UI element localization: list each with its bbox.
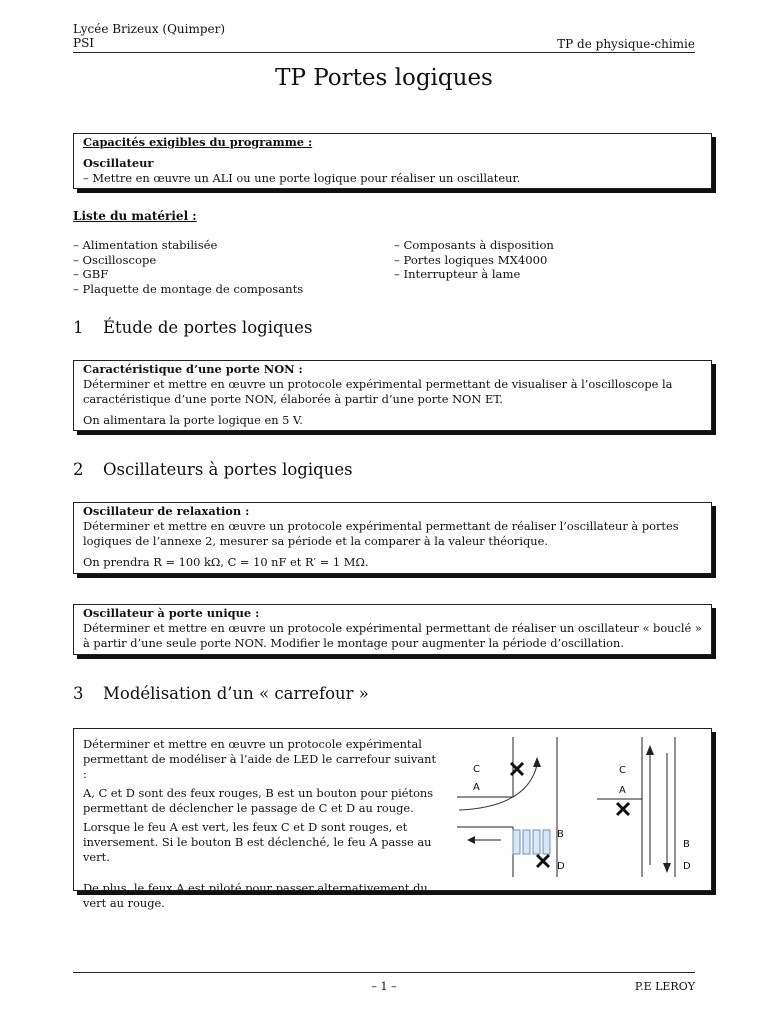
light-d-icon bbox=[537, 855, 549, 867]
school-name: Lycée Brizeux (Quimper) bbox=[73, 22, 226, 36]
section-title: Oscillateurs à portes logiques bbox=[103, 460, 353, 479]
label-c-right: C bbox=[619, 765, 626, 776]
label-c: C bbox=[473, 764, 480, 775]
course-name: TP de physique-chimie bbox=[557, 37, 695, 51]
section-number: 3 bbox=[73, 684, 84, 703]
porte-non-box bbox=[73, 360, 712, 431]
label-b: B bbox=[557, 829, 564, 840]
oscillateur-porte-unique-box bbox=[73, 604, 712, 655]
materiel-item: – Composants à disposition bbox=[394, 238, 554, 253]
materiel-list-right bbox=[394, 238, 554, 282]
section-title: Modélisation d’un « carrefour » bbox=[103, 684, 369, 703]
capacites-heading: Capacités exigibles du programme : bbox=[83, 135, 313, 149]
label-d-right: D bbox=[683, 861, 691, 872]
page-number: – 1 – bbox=[371, 980, 397, 993]
footer-rule bbox=[73, 972, 695, 973]
box-heading: Oscillateur de relaxation : bbox=[83, 504, 250, 518]
author: P.E LEROY bbox=[634, 980, 695, 993]
box-heading: Oscillateur à porte unique : bbox=[83, 606, 260, 620]
materiel-item: – Plaquette de montage de composants bbox=[73, 282, 303, 297]
section-number: 2 bbox=[73, 460, 84, 479]
label-d: D bbox=[557, 861, 565, 872]
header-rule bbox=[73, 52, 695, 53]
crosswalk bbox=[513, 830, 550, 854]
section-title: Étude de portes logiques bbox=[103, 318, 313, 337]
arrow-up-icon bbox=[646, 745, 654, 755]
carrefour-paragraph: De plus, le feux A est piloté pour passer alternativement du vert au rouge. bbox=[83, 881, 428, 910]
box-note: On alimentara la porte logique en 5 V. bbox=[83, 413, 303, 427]
carrefour-box bbox=[73, 728, 712, 910]
light-a-icon bbox=[617, 803, 629, 815]
materiel-item: – GBF bbox=[73, 267, 303, 282]
capacites-item: – Mettre en œuvre un ALI ou une porte logique pour réaliser un oscillateur. bbox=[83, 171, 521, 185]
section-1-heading bbox=[73, 318, 312, 338]
page-title: TP Portes logiques bbox=[275, 65, 493, 91]
section-number: 1 bbox=[73, 318, 84, 337]
materiel-heading: Liste du matériel : bbox=[73, 209, 197, 223]
carrefour-paragraph: A, C et D sont des feux rouges, B est un bouton pour piétons permettant de déclencher le passage de C et D au rouge. bbox=[83, 786, 434, 815]
arrow-down-icon bbox=[663, 863, 671, 873]
label-b-right: B bbox=[683, 839, 690, 850]
carrefour-diagram bbox=[457, 737, 702, 877]
capacites-subheading: Oscillateur bbox=[83, 156, 154, 170]
class-name: PSI bbox=[73, 36, 95, 50]
intersection-diagram bbox=[457, 737, 557, 877]
arrow-left-icon bbox=[467, 836, 475, 844]
materiel-item: – Portes logiques MX4000 bbox=[394, 253, 554, 268]
box-text: Déterminer et mettre en œuvre un protocole expérimental permettant de visualiser à l’oscilloscope la caractéristique d’une porte NON, élaborée à partir d’une porte NON ET. bbox=[83, 377, 673, 406]
oscillateur-relaxation-box bbox=[73, 502, 712, 574]
box-text: Déterminer et mettre en œuvre un protocole expérimental permettant de réaliser un oscillateur « bouclé » à partir d’une seule porte NON. Modifier le montage pour augmenter la période d’oscillation. bbox=[83, 621, 702, 650]
materiel-item: – Alimentation stabilisée bbox=[73, 238, 303, 253]
box-heading: Caractéristique d’une porte NON : bbox=[83, 362, 303, 376]
capacites-box bbox=[73, 133, 712, 189]
arrow-up-icon bbox=[533, 757, 541, 767]
box-text: Déterminer et mettre en œuvre un protocole expérimental permettant de réaliser l’oscillateur à portes logiques de l’annexe 2, mesurer sa période et la comparer à la valeur théorique. bbox=[83, 519, 679, 548]
section-2-heading bbox=[73, 460, 353, 480]
label-a: A bbox=[473, 782, 480, 793]
carrefour-paragraph: Déterminer et mettre en œuvre un protocole expérimental permettant de modéliser à l’aide de LED le carrefour suivant : bbox=[83, 737, 437, 781]
road-diagram bbox=[597, 737, 675, 877]
materiel-item: – Oscilloscope bbox=[73, 253, 303, 268]
box-note: On prendra R = 100 kΩ, C = 10 nF et R′ = 1 MΩ. bbox=[83, 555, 369, 569]
section-3-heading bbox=[73, 684, 369, 704]
materiel-item: – Interrupteur à lame bbox=[394, 267, 554, 282]
label-a-right: A bbox=[619, 785, 626, 796]
header-left bbox=[73, 22, 225, 50]
materiel-list-left bbox=[73, 238, 303, 296]
carrefour-paragraph: Lorsque le feu A est vert, les feux C et D sont rouges, et inversement. Si le bouton B est déclenché, le feu A passe au vert. bbox=[83, 820, 432, 864]
carrefour-text bbox=[83, 737, 439, 911]
